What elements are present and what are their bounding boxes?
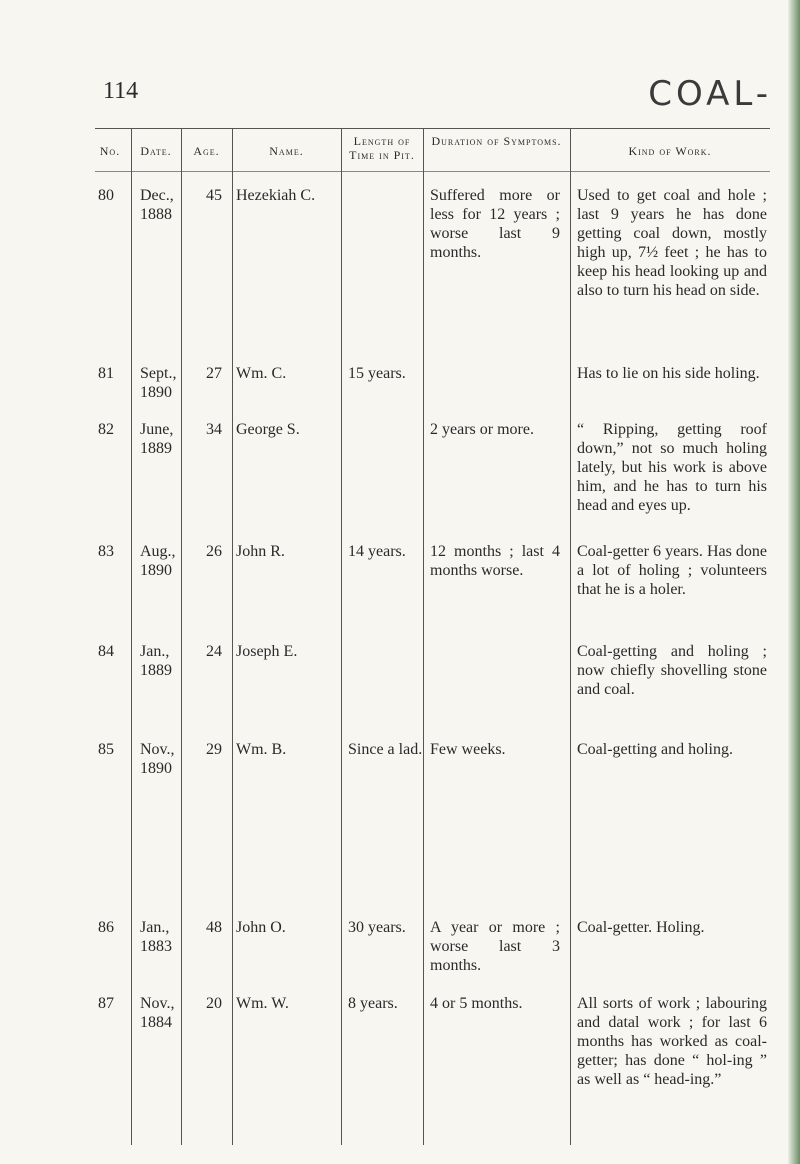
row-name: John O.: [236, 919, 286, 936]
row-length: Since a lad.: [348, 741, 423, 758]
row-duration: A year or more ; worse last 3 months.: [430, 919, 560, 974]
column-divider: [341, 128, 342, 1145]
row-age: 48: [206, 919, 222, 936]
row-kind: Has to lie on his side holing.: [577, 365, 760, 382]
column-divider: [423, 128, 424, 1145]
row-kind: Coal-getter 6 years. Has done a lot of holing ; volunteers that he is a holer.: [577, 543, 767, 598]
row-date: Nov., 1884: [140, 995, 175, 1031]
row-name: George S.: [236, 421, 300, 438]
column-divider: [131, 128, 132, 1145]
row-length: 8 years.: [348, 995, 398, 1012]
row-length: 14 years.: [348, 543, 406, 560]
row-kind: All sorts of work ; labouring and datal work ; for last 6 months has worked as coal-getter; has done “ hol-ing ” as well as “ head-ing.”: [577, 995, 767, 1088]
row-kind: Used to get coal and hole ; last 9 years he has done getting coal down, mostly high up, 7½ feet ; he has to keep his head looking up and also to turn his head on side.: [577, 187, 767, 299]
row-date: Dec., 1888: [140, 187, 174, 223]
row-date: Nov., 1890: [140, 741, 175, 777]
row-length: 30 years.: [348, 919, 406, 936]
row-age: 26: [206, 543, 222, 560]
row-kind: Coal-getting and holing.: [577, 741, 733, 758]
row-duration: 2 years or more.: [430, 421, 534, 438]
header-length: Length of Time in Pit.: [349, 134, 415, 162]
row-no: 84: [98, 643, 114, 660]
row-duration: Suffered more or less for 12 years ; worse last 9 months.: [430, 187, 560, 261]
row-date: Jan., 1889: [140, 643, 172, 679]
row-name: John R.: [236, 543, 285, 560]
row-duration: Few weeks.: [430, 741, 506, 758]
row-no: 87: [98, 995, 114, 1012]
header-age: Age.: [193, 144, 220, 158]
header-no: No.: [99, 144, 121, 158]
row-name: Wm. W.: [236, 995, 289, 1012]
row-kind: Coal-getter. Holing.: [577, 919, 705, 936]
row-no: 85: [98, 741, 114, 758]
running-title: COAL-: [648, 74, 772, 114]
header-date: Date.: [140, 144, 172, 158]
column-divider: [570, 128, 571, 1145]
column-divider: [181, 128, 182, 1145]
row-no: 82: [98, 421, 114, 438]
row-name: Hezekiah C.: [236, 187, 316, 204]
row-date: Jan., 1883: [140, 919, 172, 955]
row-duration: 12 months ; last 4 months worse.: [430, 543, 560, 579]
table-top-rule: [95, 128, 770, 129]
row-age: 24: [206, 643, 222, 660]
row-age: 20: [206, 995, 222, 1012]
header-rule: [95, 171, 770, 172]
row-length: 15 years.: [348, 365, 406, 382]
row-kind: Coal-getting and holing ; now chiefly shovelling stone and coal.: [577, 643, 767, 698]
header-duration: Duration of Symptoms.: [431, 134, 562, 148]
row-no: 86: [98, 919, 114, 936]
row-name: Joseph E.: [236, 643, 298, 660]
row-kind: “ Ripping, getting roof down,” not so much holing lately, but his work is above him, and he has to turn his head and eyes up.: [577, 421, 767, 514]
header-name: Name.: [269, 144, 304, 158]
row-no: 80: [98, 187, 114, 204]
row-duration: 4 or 5 months.: [430, 995, 523, 1012]
column-divider: [232, 128, 233, 1145]
row-no: 81: [98, 365, 114, 382]
row-age: 34: [206, 421, 222, 438]
header-kind: Kind of Work.: [628, 144, 712, 158]
page-edge: [788, 0, 800, 1164]
row-date: Aug., 1890: [140, 543, 176, 579]
row-date: Sept., 1890: [140, 365, 177, 401]
row-name: Wm. C.: [236, 365, 287, 382]
row-age: 45: [206, 187, 222, 204]
row-age: 29: [206, 741, 222, 758]
row-age: 27: [206, 365, 222, 382]
row-name: Wm. B.: [236, 741, 287, 758]
page-number: 114: [103, 78, 139, 104]
row-no: 83: [98, 543, 114, 560]
row-date: June, 1889: [140, 421, 174, 457]
